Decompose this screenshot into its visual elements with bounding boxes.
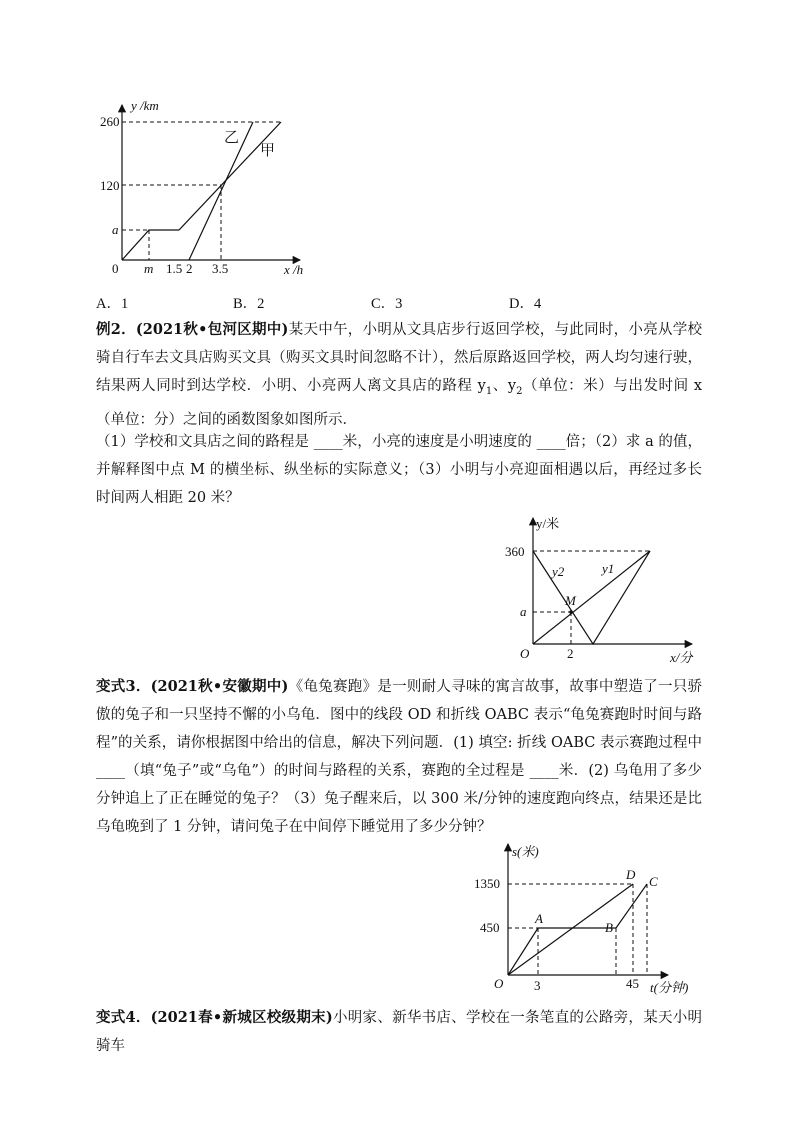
x-tick-3-5: 3.5 xyxy=(212,261,229,276)
figure-2-graph xyxy=(500,512,700,670)
variant-3-part3: 米．(2) 乌龟用了多少分钟追上了正在睡觉的兔子？（3）兔子醒来后，以 300 米/分钟的速度跑向终点，结果还是比乌龟晚到了 1 分钟，请问兔子在中间停下睡觉用了多少分钟？ xyxy=(96,763,703,835)
variant-3-text xyxy=(96,673,702,841)
variant-4-text xyxy=(96,1004,702,1060)
point-m xyxy=(569,610,573,614)
line-yi xyxy=(189,122,253,260)
example-2-y1: $y_1$ xyxy=(477,378,493,397)
example-2-y2: $y_2$ xyxy=(507,378,523,397)
y-axis-label: s(米) xyxy=(512,844,539,859)
option-a[interactable]: A．1 xyxy=(96,296,129,312)
example-2-text: 例2．(2021秋•包河区期中)某天中午，小明从文具店步行返回学校，与此同时，小亮从学校骑自行车去文具店购买文具（购买文具时间忽略不计），然后原路返回学校，两人均匀速行驶，结果两人同时到达学校．小明、小亮两人离文具店的路程 $y_1$、$y_2$（单位：米）与出发时间 x（单位：分）之间的函数图象如图所示． xyxy=(96,321,703,428)
origin-label: O xyxy=(494,976,504,991)
line-jia xyxy=(122,122,281,260)
x-tick-2: 2 xyxy=(567,646,574,661)
figure-3-graph xyxy=(470,840,710,998)
x-axis-label: t(分钟) xyxy=(650,980,689,995)
y-axis-label: y /km xyxy=(131,98,159,113)
x-tick-3: 3 xyxy=(534,978,541,993)
example-2-lead: 例2．(2021秋•包河区期中) xyxy=(96,321,289,338)
label-yi: 乙 xyxy=(224,130,240,146)
x-tick-1-5: 1.5 xyxy=(166,261,183,276)
option-d[interactable]: D．4 xyxy=(509,296,542,312)
point-c-label: C xyxy=(649,874,658,889)
option-c[interactable]: C．3 xyxy=(371,296,403,312)
variant-3-lead: 变式3．(2021秋•安徽期中) xyxy=(96,678,289,695)
polyline-oabc xyxy=(508,884,647,975)
y-tick-360: 360 xyxy=(505,544,525,559)
variant-4-body: 小明家、新华书店、学校在一条笔直的公路旁，某天小明骑车 xyxy=(96,1010,703,1054)
y-tick-450: 450 xyxy=(480,920,500,935)
point-m-label: M xyxy=(565,593,576,608)
blank-total-distance[interactable]: ____ xyxy=(529,763,559,779)
y-tick-120: 120 xyxy=(100,178,120,193)
example-2-q1: （1）学校和文具店之间的路程是 xyxy=(96,434,310,450)
y-tick-a: a xyxy=(112,222,119,237)
example-2-body: 某天中午，小明从文具店步行返回学校，与此同时，小亮从学校骑自行车去文具店购买文具（购买文具时间忽略不计），然后原路返回学校，两人均匀速行驶，结果两人同时到达学校．小明、小亮两人离文具店的路程 xyxy=(96,322,703,394)
y-axis-label: y/米 xyxy=(536,516,560,531)
example-2-q3: 倍；（2）求 a 的值，并解释图中点 M 的横坐标、纵坐标的实际意义；（3）小明与小亮迎面相遇以后，再经过多长时间两人相距 20 米？ xyxy=(96,434,703,506)
variant-4-lead: 变式4．(2021春•新城区校级期末) xyxy=(96,1009,333,1026)
x-tick-m: m xyxy=(144,261,154,276)
x-axis-label: x/分 xyxy=(670,650,693,665)
segment-od xyxy=(508,884,633,975)
y-tick-a: a xyxy=(520,604,527,619)
point-b-label: B xyxy=(605,920,613,935)
y-tick-1350: 1350 xyxy=(474,876,500,891)
option-b[interactable]: B．2 xyxy=(233,296,265,312)
label-y1: y1 xyxy=(602,561,615,576)
y-tick-260: 260 xyxy=(100,114,120,129)
example-2-q2: 米，小亮的速度是小明速度的 xyxy=(342,434,532,450)
label-y2: y2 xyxy=(552,564,565,579)
line-y1 xyxy=(533,551,650,644)
x-tick-2: 2 xyxy=(186,261,193,276)
figure-1-graph xyxy=(100,95,320,280)
blank-distance[interactable]: ____ xyxy=(313,434,343,450)
point-d-label: D xyxy=(626,867,636,882)
label-jia: 甲 xyxy=(260,143,276,159)
example-2-body2: （单位：米）与出发时间 x（单位：分）之间的函数图象如图所示． xyxy=(96,378,702,428)
origin-label: 0 xyxy=(112,261,119,276)
example-2-questions xyxy=(96,428,702,512)
variant-3-part2: （填“兔子”或“乌龟”）的时间与路程的关系，赛跑的全过程是 xyxy=(125,763,525,779)
blank-animal[interactable]: ____ xyxy=(96,763,125,779)
variant-3-body: 《龟兔赛跑》是一则耐人寻味的寓言故事，故事中塑造了一只骄傲的兔子和一只坚持不懈的小乌龟．图中的线段 OD 和折线 OABC 表示“龟兔赛跑时时间与路程”的关系，请你根据图中给出的信息，解决下列问题．(1) 填空: 折线 OABC 表示赛跑过程中 xyxy=(96,679,703,751)
point-a-label: A xyxy=(535,911,543,926)
x-tick-45: 45 xyxy=(626,976,639,991)
origin-label: O xyxy=(520,646,530,661)
x-axis-label: x /h xyxy=(284,262,304,277)
blank-ratio[interactable]: ____ xyxy=(536,434,566,450)
